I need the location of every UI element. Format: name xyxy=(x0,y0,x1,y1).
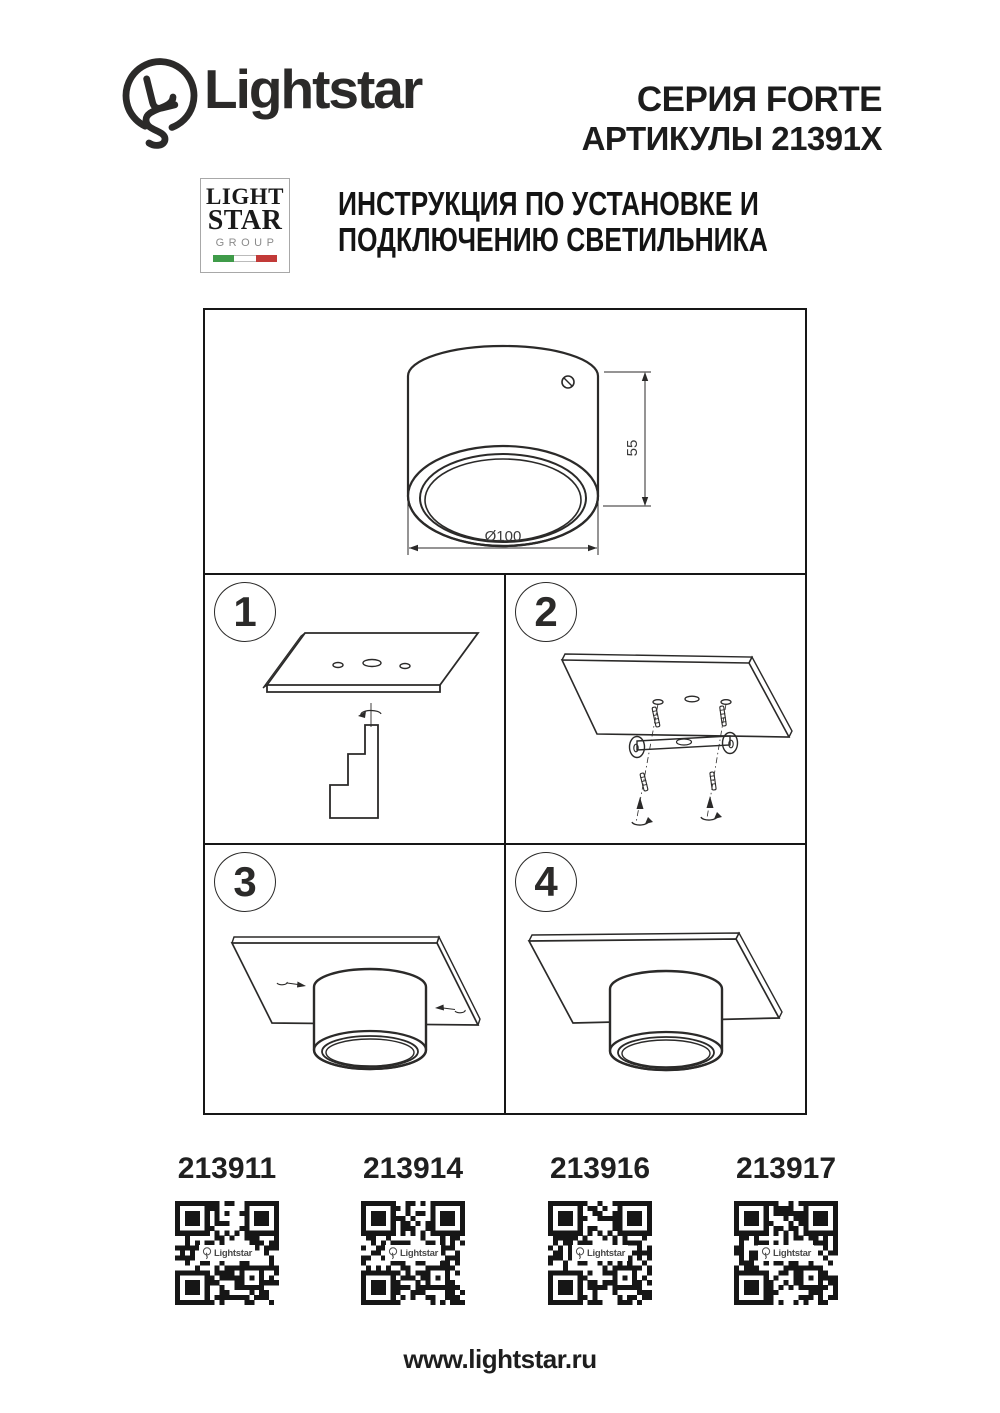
step-number-3: 3 xyxy=(214,852,276,912)
qr-watermark: Lightstar xyxy=(758,1245,814,1261)
footer-url: www.lightstar.ru xyxy=(403,1344,597,1374)
series-title: СЕРИЯ FORTE xyxy=(636,80,882,119)
qr-watermark: Lightstar xyxy=(385,1245,441,1261)
group-logo-group: GROUP xyxy=(215,237,279,249)
product-column xyxy=(711,1152,861,1305)
flag-white xyxy=(234,255,255,262)
step-panel-2 xyxy=(506,575,805,845)
italian-flag-stripe xyxy=(213,255,277,262)
step-number-1: 1 xyxy=(214,582,276,642)
qr-code-block xyxy=(734,1201,838,1305)
qr-bulb-icon xyxy=(575,1247,585,1260)
step-panel-4 xyxy=(506,845,805,1113)
qr-code-block xyxy=(361,1201,465,1305)
article-number: 213917 xyxy=(735,1152,837,1185)
group-logo-star: STAR xyxy=(207,205,283,236)
product-column xyxy=(525,1152,675,1305)
step-number-2: 2 xyxy=(515,582,577,642)
qr-bulb-icon xyxy=(388,1247,398,1260)
product-column xyxy=(338,1152,488,1305)
qr-bulb-icon xyxy=(202,1247,212,1260)
step-number-4: 4 xyxy=(515,852,577,912)
flag-green xyxy=(213,255,234,262)
product-column xyxy=(152,1152,302,1305)
step-panel-1 xyxy=(205,575,506,845)
lamp-dimension-drawing xyxy=(205,310,805,573)
step-panel-3 xyxy=(205,845,506,1113)
main-dimension-panel xyxy=(205,310,805,575)
articles-subtitle: АРТИКУЛЫ 21391X xyxy=(581,120,882,157)
diagram-grid xyxy=(203,308,807,1115)
brand-wordmark: Lightstar xyxy=(204,58,422,120)
flag-red xyxy=(256,255,277,262)
page-title-line2: ПОДКЛЮЧЕНИЮ СВЕТИЛЬНИКА xyxy=(338,221,768,258)
series-header xyxy=(582,80,882,157)
article-number: 213916 xyxy=(549,1152,651,1185)
height-dimension-label: 55 xyxy=(624,439,641,457)
qr-code-block xyxy=(175,1201,279,1305)
lightstar-bulb-icon xyxy=(120,50,200,152)
group-logo xyxy=(200,178,290,273)
page-title xyxy=(338,186,875,258)
article-number: 213914 xyxy=(362,1152,464,1185)
page-title-line1: ИНСТРУКЦИЯ ПО УСТАНОВКЕ И xyxy=(338,185,759,222)
group-logo-light: LIGHT xyxy=(206,184,284,209)
qr-watermark: Lightstar xyxy=(199,1245,255,1261)
qr-code-block xyxy=(548,1201,652,1305)
article-number: 213911 xyxy=(177,1152,277,1185)
qr-bulb-icon xyxy=(761,1247,771,1260)
diameter-dimension-label: Ø100 xyxy=(484,528,522,545)
qr-watermark: Lightstar xyxy=(572,1245,628,1261)
